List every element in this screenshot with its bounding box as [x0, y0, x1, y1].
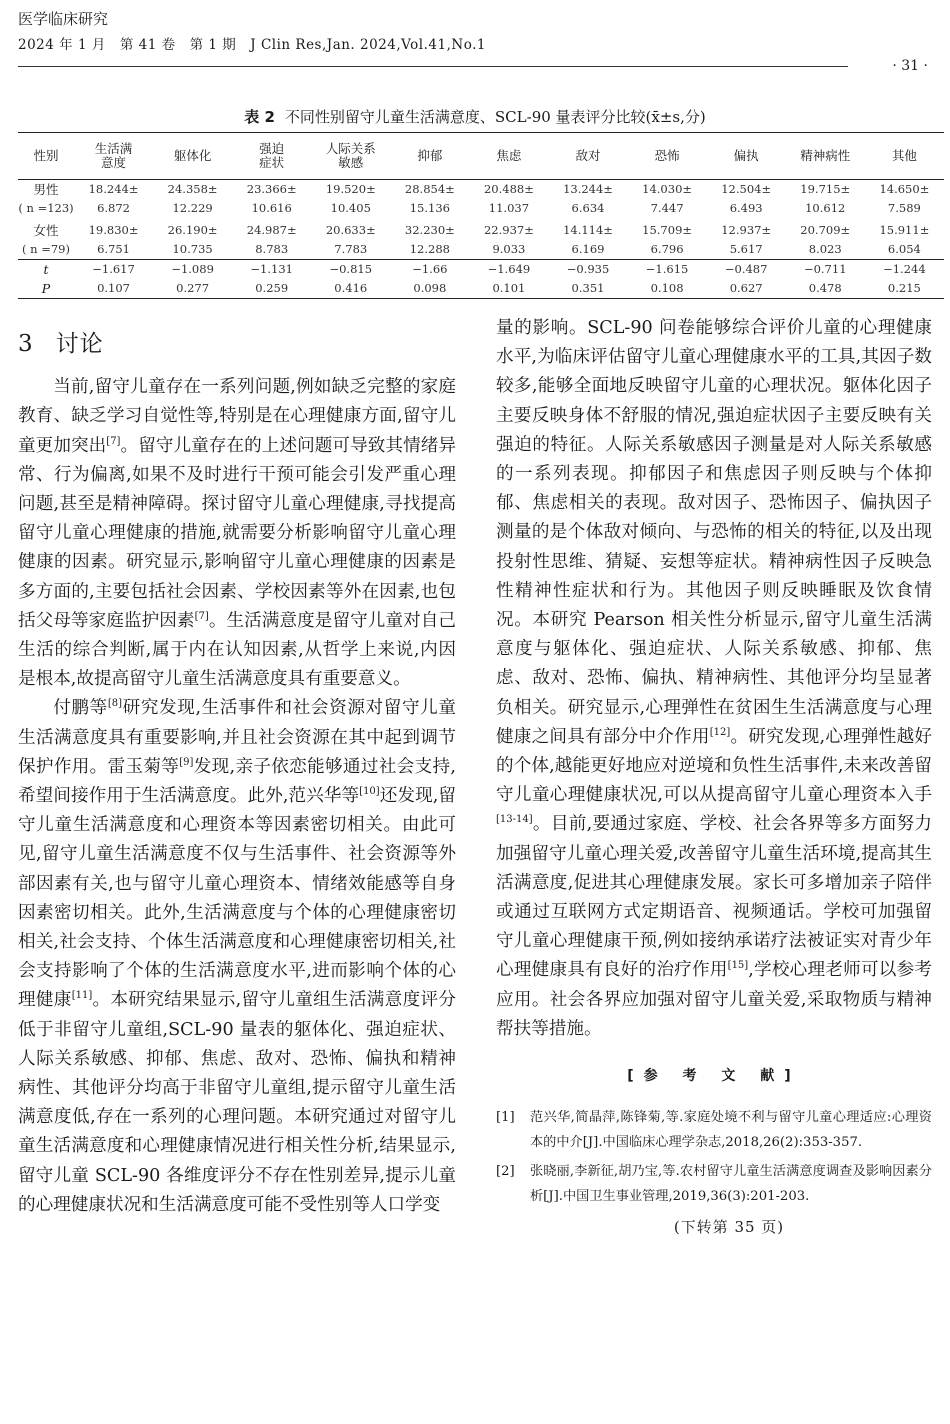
header-life-satisfaction: 生活满意度 — [94, 141, 133, 170]
text-run: 量的影响。SCL-90 问卷能够综合评价儿童的心理健康水平,为临床评估留守儿童心理健康水平的工具,其因子数较多,能够全面地反映留守儿童的心理状况。躯体化因子主要反映身体不舒服的情况,强迫症状因子主要反映有关强迫的特征。人际关系敏感因子测量是对人际关系敏感的一系列表现。抑郁因子和焦虑因子则反映与个体抑郁、焦虑相关的表现。敌对因子、恐怖因子、偏执因子测量的是个体敌对倾向、与恐怖的相关的特征,以及出现投射性思维、猜疑、妄想等症状。精神病性因子反映急性精神性症状和行为。其他因子则反映睡眠及饮食情况。本研究 Pearson 相关性分析显示,留守儿童生活满意度与躯体化、强迫症状、人际关系敏感、抑郁、焦虑、敌对、恐怖、偏执、精神病性、其他评分均呈显著负相关。研究显示,心理弹性在贫困生生活满意度与心理健康之间具有部分中介作用 — [496, 318, 932, 747]
stat-value-cell: −1.649 — [487, 262, 531, 276]
sd-cell: 6.872 — [97, 201, 130, 215]
stat-value-cell: 0.101 — [492, 281, 526, 295]
sd-cell: 7.447 — [650, 201, 684, 215]
stat-value-cell: 0.627 — [729, 281, 763, 295]
reference-text: 范兴华,简晶萍,陈锋菊,等.家庭处境不利与留守儿童心理适应:心理资本的中介[J].中国临床心理学杂志,2018,26(2):353-357. — [530, 1110, 932, 1151]
sd-cell: 10.612 — [805, 201, 846, 215]
mean-cell: 14.114± — [563, 223, 613, 237]
mean-cell: 28.854± — [404, 182, 455, 196]
stat-value-cell: −1.089 — [171, 262, 214, 276]
header-cell: 性别 — [33, 148, 59, 163]
table-row — [18, 218, 944, 240]
stat-value-cell: −1.617 — [92, 262, 135, 276]
paragraph — [18, 373, 456, 694]
mean-cell: 32.230± — [404, 223, 455, 237]
stat-value-cell: −0.487 — [724, 262, 768, 276]
text-run: 。目前,要通过家庭、学校、社会各界等多方面努力加强留守儿童心理关爱,改善留守儿童生活环境,提高其生活满意度,促进其心理健康发展。家长可多增加亲子陪伴或通过互联网方式定期语音、视频通话。学校可加强留守儿童心理健康干预,例如接纳承诺疗法被证实对青少年心理健康具有良好的治疗作用 — [496, 814, 932, 981]
header-compulsion: 强迫症状 — [259, 141, 285, 170]
sd-cell: 11.037 — [488, 201, 530, 215]
text-run: 。留守儿童存在的上述问题可导致其情绪异常、行为偏离,如果不及时进行干预可能会引发严重心理问题,甚至是精神障碍。探讨留守儿童心理健康,寻找提高留守儿童心理健康的措施,就需要分析影响留守儿童心理健康的因素。研究显示,影响留守儿童心理健康的因素是多方面的,主要包括社会因素、学校因素等外在因素,也包括父母等家庭监护因素 — [18, 435, 456, 631]
citation-ref: [13-14] — [496, 814, 533, 826]
continued-note: (下转第 35 页) — [673, 1218, 785, 1237]
mean-cell: 14.030± — [642, 182, 693, 196]
section-title: 讨论 — [55, 331, 104, 357]
header-cell: 抑郁 — [417, 148, 443, 163]
mean-cell: 23.366± — [246, 182, 297, 196]
table-body — [18, 180, 944, 299]
text-run: 当前,留守儿童存在一系列问题,例如缺乏完整的家庭教育、缺乏学习自觉性等,特别是在心理健康方面,留守儿童更加突出 — [18, 377, 456, 456]
mean-cell: 19.520± — [325, 182, 376, 196]
sd-cell: 15.136 — [409, 201, 450, 215]
sd-cell: 7.589 — [887, 201, 921, 215]
group-n-cell: ( n =123) — [18, 201, 74, 215]
text-run: 发现,亲子依恋能够通过社会支持,希望间接作用于生活满意度。此外,范兴华等 — [18, 756, 456, 807]
stat-value-cell: 0.107 — [97, 281, 130, 295]
stat-value-cell: 0.416 — [334, 281, 368, 295]
stat-value-cell: −0.711 — [803, 262, 847, 276]
stat-value-cell: 0.478 — [808, 281, 842, 295]
table-row — [18, 240, 944, 260]
citation-ref: [7] — [194, 610, 209, 622]
sd-cell: 6.054 — [887, 242, 921, 256]
citation-ref: [12] — [709, 726, 731, 738]
stat-value-cell: −1.66 — [412, 262, 448, 276]
sd-cell: 7.783 — [334, 242, 368, 256]
stat-value-cell: −0.935 — [566, 262, 610, 276]
mean-cell: 20.488± — [483, 182, 534, 196]
sd-cell: 8.023 — [808, 242, 842, 256]
stat-value-cell: 0.098 — [413, 281, 447, 295]
sd-cell: 12.229 — [172, 201, 213, 215]
header-cell: 偏执 — [733, 148, 759, 163]
stat-value-cell: −1.131 — [250, 262, 293, 276]
citation-ref: [7] — [106, 435, 121, 447]
journal-name: 医学临床研究 — [18, 10, 109, 28]
sd-cell: 10.405 — [330, 201, 371, 215]
section-number: 3 — [18, 331, 34, 357]
mean-cell: 19.830± — [88, 223, 139, 237]
text-run: 付鹏等 — [53, 698, 108, 719]
header-cell: 焦虑 — [496, 148, 522, 163]
mean-cell: 18.244± — [88, 182, 139, 196]
section-heading — [18, 330, 456, 359]
reference-number: [2] — [496, 1164, 515, 1180]
stat-value-cell: 0.108 — [650, 281, 684, 295]
issue-line: 2024 年 1 月 第 41 卷 第 1 期 J Clin Res,Jan. 2024,Vol.41,No.1 — [18, 37, 486, 53]
table-header-row — [18, 133, 944, 180]
stat-value-cell: 0.259 — [255, 281, 289, 295]
group-n-cell: ( n =79) — [22, 242, 70, 256]
mean-cell: 24.987± — [246, 223, 297, 237]
stat-value-cell: −0.815 — [329, 262, 373, 276]
table-row — [18, 180, 944, 200]
stat-value-cell: 0.277 — [176, 281, 210, 295]
mean-cell: 26.190± — [167, 223, 218, 237]
left-column — [18, 330, 456, 1220]
mean-cell: 12.937± — [721, 223, 772, 237]
header-cell: 恐怖 — [654, 148, 680, 163]
mean-cell: 24.358± — [167, 182, 218, 196]
sd-cell: 5.617 — [729, 242, 763, 256]
group-name-cell: 男性 — [33, 182, 59, 197]
reference-list — [496, 1105, 932, 1209]
text-run: 。生活满意度是留守儿童对自己生活的综合判断,属于内在认知因素,从哲学上来说,内因是根本,故提高留守儿童生活满意度具有重要意义。 — [18, 610, 456, 690]
references-title: [参 考 文 献] — [627, 1068, 801, 1085]
mean-cell: 20.709± — [800, 223, 851, 237]
text-run: 还发现,留守儿童生活满意度和心理资本等因素密切相关。由此可见,留守儿童生活满意度不仅与生活事件、社会资源等外部因素有关,也与留守儿童心理资本、情绪效能感等自身因素密切相关。此外,生活满意度与个体的心理健康密切相关,社会支持、个体生活满意度和心理健康密切相关,社会支持影响了个体的生活满意度水平,进而影响个体的心理健康 — [18, 786, 456, 1011]
table-row — [18, 260, 944, 280]
stat-label-cell: t — [43, 262, 49, 277]
sd-cell: 12.288 — [409, 242, 450, 256]
mean-cell: 20.633± — [325, 223, 376, 237]
paragraph — [18, 694, 456, 1220]
text-run: 。本研究结果显示,留守儿童组生活满意度评分低于非留守儿童组,SCL-90 量表的躯体化、强迫症状、人际关系敏感、抑郁、焦虑、敌对、恐怖、偏执和精神病性、其他评分均高于非留守儿童组,提示留守儿童生活满意度低,存在一系列的心理问题。本研究通过对留守儿童生活满意度和心理健康情况进行相关性分析,结果显示,留守儿童 SCL-90 各维度评分不存在性别差异,提示儿童的心理健康状况和生活满意度可能不受性别等人口学变 — [18, 990, 456, 1215]
table-row — [18, 199, 944, 218]
sd-cell: 6.493 — [729, 201, 763, 215]
stat-label-cell: P — [41, 281, 51, 296]
reference-number: [1] — [496, 1110, 515, 1126]
sd-cell: 10.616 — [251, 201, 292, 215]
table-caption — [0, 106, 950, 127]
sd-cell: 10.735 — [172, 242, 213, 256]
stat-value-cell: −1.244 — [883, 262, 926, 276]
sd-cell: 6.751 — [97, 242, 130, 256]
reference-item — [496, 1159, 932, 1209]
stat-value-cell: 0.215 — [887, 281, 921, 295]
table-title: 不同性别留守儿童生活满意度、SCL-90 量表评分比较(x̄±s,分) — [284, 108, 706, 126]
mean-cell: 12.504± — [721, 182, 772, 196]
citation-ref: [9] — [179, 756, 194, 768]
header-cell — [232, 133, 311, 180]
sd-cell: 8.783 — [255, 242, 289, 256]
right-column — [496, 314, 932, 1242]
header-cell — [311, 133, 390, 180]
table-label: 表 2 — [244, 108, 275, 126]
header-interpersonal: 人际关系敏感 — [325, 141, 376, 170]
mean-cell: 15.911± — [879, 223, 930, 237]
score-comparison-table — [18, 132, 944, 299]
mean-cell: 15.709± — [642, 223, 693, 237]
sd-cell: 6.634 — [571, 201, 605, 215]
reference-text: 张晓丽,李新征,胡乃宝,等.农村留守儿童生活满意度调查及影响因素分析[J].中国卫生事业管理,2019,36(3):201-203. — [530, 1164, 932, 1205]
sd-cell: 9.033 — [492, 242, 526, 256]
header-rule — [18, 66, 848, 67]
reference-item — [496, 1105, 932, 1155]
stat-value-cell: −1.615 — [645, 262, 689, 276]
text-run: ,学校心理老师可以参考应用。社会各界应加强对留守儿童关爱,采取物质与精神帮扶等措施。 — [496, 960, 932, 1039]
citation-ref: [11] — [71, 990, 93, 1002]
stat-value-cell: 0.351 — [571, 281, 605, 295]
table-row — [18, 279, 944, 299]
header-cell — [74, 133, 153, 180]
mean-cell: 19.715± — [800, 182, 851, 196]
mean-cell: 13.244± — [563, 182, 613, 196]
citation-ref: [15] — [727, 960, 749, 972]
header-cell: 精神病性 — [800, 148, 851, 163]
header-cell: 敌对 — [575, 148, 601, 163]
header-cell: 躯体化 — [173, 148, 212, 163]
text-run: 研究发现,生活事件和社会资源对留守儿童生活满意度具有重要影响,并且社会资源在其中起到调节保护作用。雷玉菊等 — [18, 698, 456, 777]
text-run: 。研究发现,心理弹性越好的个体,越能更好地应对逆境和负性生活事件,未来改善留守儿童心理健康状况,可以从提高留守儿童心理资本入手 — [496, 726, 932, 806]
mean-cell: 14.650± — [879, 182, 930, 196]
sd-cell: 6.796 — [650, 242, 684, 256]
group-name-cell: 女性 — [33, 223, 59, 238]
mean-cell: 22.937± — [483, 223, 534, 237]
page-number: · 31 · — [884, 58, 928, 74]
sd-cell: 6.169 — [571, 242, 605, 256]
citation-ref: [10] — [359, 786, 380, 798]
paragraph — [496, 314, 932, 1044]
citation-ref: [8] — [107, 698, 122, 710]
header-cell: 其他 — [891, 148, 917, 163]
